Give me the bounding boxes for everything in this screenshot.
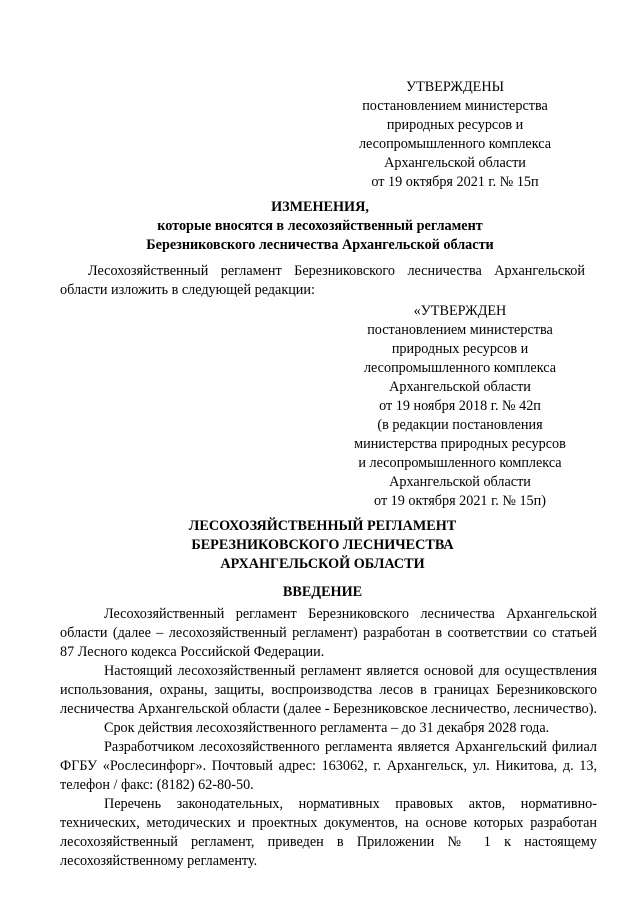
approval2-line: Архангельской области bbox=[389, 379, 531, 395]
approval-line: Архангельской области bbox=[384, 155, 526, 171]
intro-text: Лесохозяйственный регламент Березниковского лесничества Архангельской области изложить в следующей редакции: bbox=[60, 263, 585, 298]
body-text bbox=[60, 605, 597, 871]
section-heading: ВВЕДЕНИЕ bbox=[282, 584, 363, 600]
approval-stamp-2 bbox=[325, 302, 595, 511]
paragraph: Разработчиком лесохозяйственного регламента является Архангельский филиал ФГБУ «Рослесинфорг». Почтовый адрес: 163062, г. Архангельск, ул. Никитова, д. 13, телефон / факс: (8182) 62-80-50. bbox=[60, 739, 597, 793]
paragraph: Перечень законодательных, нормативных правовых актов, нормативно-технических, методических и проектных документов, на основе которых разработан лесохозяйственный регламент, приведен в Приложении № 1 к настоящему лесохозяйственному регламенту. bbox=[60, 796, 597, 869]
intro-paragraph bbox=[60, 262, 585, 300]
approval2-line: от 19 октября 2021 г. № 15п) bbox=[374, 493, 546, 509]
changes-heading bbox=[60, 198, 580, 255]
approval2-line: от 19 ноября 2018 г. № 42п bbox=[379, 398, 541, 414]
approval-line: от 19 октября 2021 г. № 15п bbox=[371, 174, 539, 190]
approval-stamp bbox=[340, 78, 570, 192]
regulation-title-line: ЛЕСОХОЗЯЙСТВЕННЫЙ РЕГЛАМЕНТ bbox=[188, 518, 457, 534]
changes-subtitle-line: которые вносятся в лесохозяйственный регламент bbox=[157, 218, 483, 234]
approval2-line: министерства природных ресурсов bbox=[354, 436, 566, 452]
regulation-title-line: БЕРЕЗНИКОВСКОГО ЛЕСНИЧЕСТВА bbox=[191, 537, 454, 553]
changes-subtitle-line: Березниковского лесничества Архангельской области bbox=[146, 237, 494, 253]
approval-line: природных ресурсов и bbox=[386, 117, 524, 133]
approval2-line: и лесопромышленного комплекса bbox=[358, 455, 562, 471]
approval-line: лесопромышленного комплекса bbox=[358, 136, 552, 152]
paragraph: Настоящий лесохозяйственный регламент является основой для осуществления использования, охраны, защиты, воспроизводства лесов в границах Березниковского лесничества Архангельской области (далее - Березниковское лесничество, лесничество). bbox=[60, 663, 598, 717]
approval2-line: природных ресурсов и bbox=[391, 341, 529, 357]
approval2-line: лесопромышленного комплекса bbox=[363, 360, 557, 376]
paragraph: Срок действия лесохозяйственного регламента – до 31 декабря 2028 года. bbox=[104, 720, 550, 736]
paragraph: Лесохозяйственный регламент Березниковского лесничества Архангельской области (далее – лесохозяйственный регламент) разработан в соответствии со статьей 87 Лесного кодекса Российской Федерации. bbox=[60, 606, 597, 660]
changes-title: ИЗМЕНЕНИЯ, bbox=[271, 199, 369, 215]
approval2-line: (в редакции постановления bbox=[377, 417, 543, 433]
approval-line: УТВЕРЖДЕНЫ bbox=[406, 79, 504, 95]
approval-line: постановлением министерства bbox=[362, 98, 548, 114]
regulation-title bbox=[60, 517, 585, 574]
regulation-title-line: АРХАНГЕЛЬСКОЙ ОБЛАСТИ bbox=[220, 556, 425, 572]
approval2-line: постановлением министерства bbox=[367, 322, 553, 338]
approval2-line: Архангельской области bbox=[389, 474, 531, 490]
approval2-line: «УТВЕРЖДЕН bbox=[413, 303, 507, 319]
